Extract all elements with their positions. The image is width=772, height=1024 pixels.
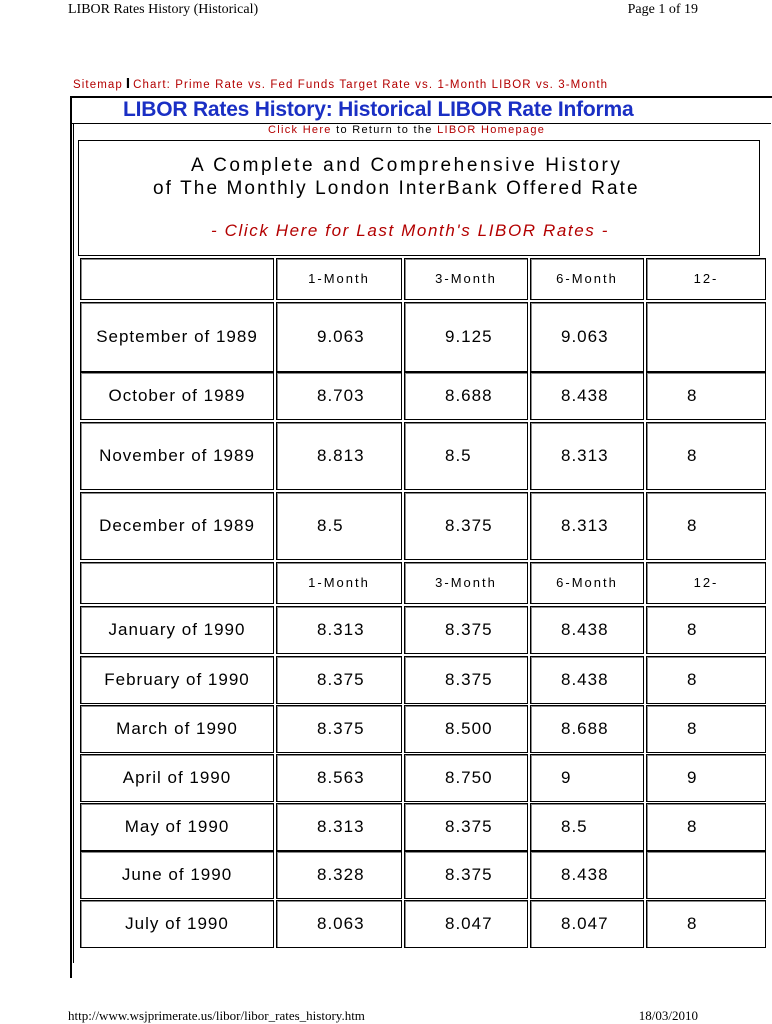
row-date: October of 1989 xyxy=(80,372,274,420)
row-date: July of 1990 xyxy=(80,900,274,948)
rate-cell-m12: 8 xyxy=(646,606,766,654)
rate-cell-m6: 9.063 xyxy=(530,302,644,372)
intro-line-2: of The Monthly London InterBank Offered Rate xyxy=(153,178,640,199)
rate-cell-m1: 8.375 xyxy=(276,705,402,753)
rate-cell-m12 xyxy=(646,851,766,899)
print-header-title: LIBOR Rates History (Historical) xyxy=(68,2,259,17)
rate-cell-m6: 9 xyxy=(530,754,644,802)
column-header-1: 1-Month xyxy=(276,258,402,300)
rate-cell-m3: 8.375 xyxy=(404,492,528,560)
rate-cell-m6: 8.688 xyxy=(530,705,644,753)
rate-cell-m12: 8 xyxy=(646,900,766,948)
column-header-4: 12- xyxy=(646,562,766,604)
row-date: December of 1989 xyxy=(80,492,274,560)
rate-cell-m1: 8.328 xyxy=(276,851,402,899)
return-line xyxy=(268,124,545,136)
rate-cell-m6: 8.313 xyxy=(530,492,644,560)
rate-cell-m3: 8.375 xyxy=(404,851,528,899)
rate-cell-m12: 8 xyxy=(646,422,766,490)
rate-cell-m3: 8.375 xyxy=(404,656,528,704)
column-header-3: 6-Month xyxy=(530,562,644,604)
column-header-4: 12- xyxy=(646,258,766,300)
rate-cell-m3: 8.688 xyxy=(404,372,528,420)
click-here-link[interactable]: Click Here xyxy=(268,124,332,136)
rate-cell-m12: 8 xyxy=(646,372,766,420)
row-date: May of 1990 xyxy=(80,803,274,851)
rate-cell-m3: 8.375 xyxy=(404,606,528,654)
nav-separator: I xyxy=(125,75,131,92)
rate-cell-m3: 8.500 xyxy=(404,705,528,753)
row-date: September of 1989 xyxy=(80,302,274,372)
rate-cell-m1: 8.5 xyxy=(276,492,402,560)
libor-homepage-link[interactable]: LIBOR Homepage xyxy=(437,124,546,136)
intro-line-1: A Complete and Comprehensive History xyxy=(191,155,623,176)
rate-cell-m12 xyxy=(646,302,766,372)
rate-cell-m12: 8 xyxy=(646,803,766,851)
column-header-1: 1-Month xyxy=(276,562,402,604)
rate-cell-m12: 8 xyxy=(646,705,766,753)
frame-line-left xyxy=(73,123,74,963)
row-date: April of 1990 xyxy=(80,754,274,802)
nav-bar xyxy=(73,75,608,92)
column-header-2: 3-Month xyxy=(404,562,528,604)
chart-link[interactable]: Chart: Prime Rate vs. Fed Funds Target Rate vs. 1-Month LIBOR vs. 3-Month xyxy=(133,79,609,91)
rate-cell-m6: 8.5 xyxy=(530,803,644,851)
rate-cell-m3: 9.125 xyxy=(404,302,528,372)
rate-cell-m6: 8.438 xyxy=(530,606,644,654)
rate-cell-m3: 8.5 xyxy=(404,422,528,490)
rate-cell-m1: 8.563 xyxy=(276,754,402,802)
rate-cell-m6: 8.438 xyxy=(530,656,644,704)
rate-cell-m1: 8.063 xyxy=(276,900,402,948)
print-footer-date: 18/03/2010 xyxy=(638,1008,698,1023)
rate-cell-m1: 8.313 xyxy=(276,803,402,851)
row-date: June of 1990 xyxy=(80,851,274,899)
rate-cell-m6: 8.047 xyxy=(530,900,644,948)
rate-cell-m1: 8.313 xyxy=(276,606,402,654)
header-blank-cell xyxy=(80,562,274,604)
rate-cell-m12: 8 xyxy=(646,492,766,560)
page-title: LIBOR Rates History: Historical LIBOR Rate Informa xyxy=(123,98,634,121)
rate-cell-m1: 8.375 xyxy=(276,656,402,704)
rate-cell-m12: 8 xyxy=(646,656,766,704)
page-content xyxy=(68,60,719,960)
rate-cell-m1: 8.813 xyxy=(276,422,402,490)
row-date: March of 1990 xyxy=(80,705,274,753)
rate-cell-m1: 8.703 xyxy=(276,372,402,420)
rate-cell-m12: 9 xyxy=(646,754,766,802)
sitemap-link[interactable]: Sitemap xyxy=(73,79,123,91)
print-footer-url: http://www.wsjprimerate.us/libor/libor_rates_history.htm xyxy=(68,1008,365,1023)
column-header-3: 6-Month xyxy=(530,258,644,300)
rate-cell-m1: 9.063 xyxy=(276,302,402,372)
last-month-link[interactable]: - Click Here for Last Month's LIBOR Rates - xyxy=(211,221,609,240)
return-text: to Return to the xyxy=(331,124,438,136)
row-date: November of 1989 xyxy=(80,422,274,490)
rate-cell-m3: 8.047 xyxy=(404,900,528,948)
column-header-2: 3-Month xyxy=(404,258,528,300)
row-date: January of 1990 xyxy=(80,606,274,654)
intro-box xyxy=(78,140,760,256)
header-blank-cell xyxy=(80,258,274,300)
row-date: February of 1990 xyxy=(80,656,274,704)
print-header-page: Page 1 of 19 xyxy=(627,2,698,17)
rate-cell-m6: 8.438 xyxy=(530,372,644,420)
rate-cell-m3: 8.750 xyxy=(404,754,528,802)
rate-cell-m3: 8.375 xyxy=(404,803,528,851)
rate-cell-m6: 8.438 xyxy=(530,851,644,899)
rate-cell-m6: 8.313 xyxy=(530,422,644,490)
